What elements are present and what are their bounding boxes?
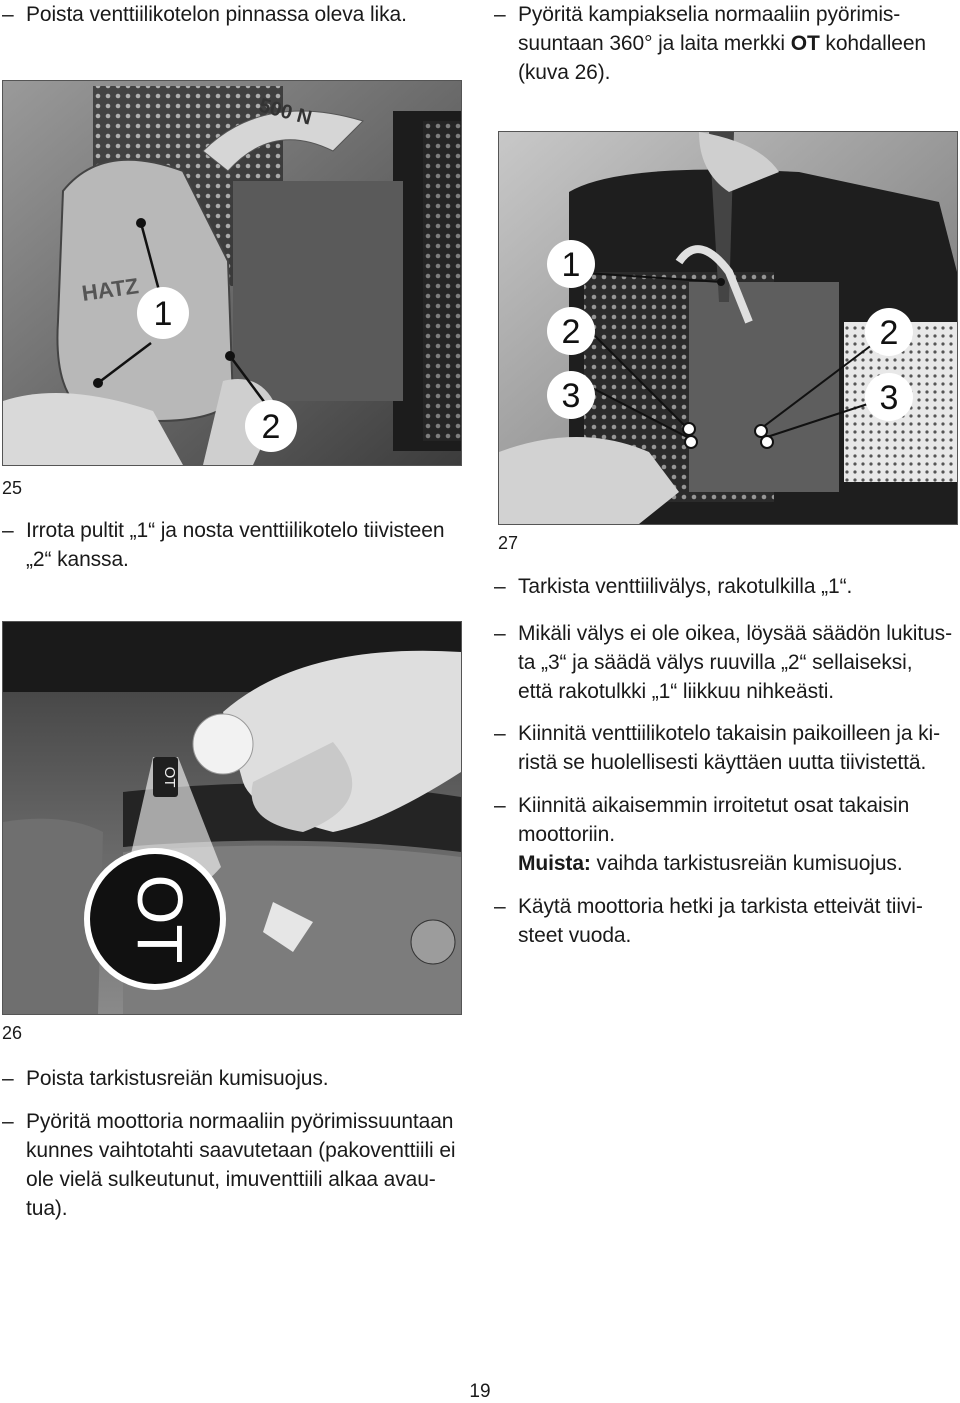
callout-2: 2: [261, 408, 281, 446]
ot-mark-illustration: [3, 622, 461, 1014]
remove-dirt-step: – Poista venttiilikotelon pinnassa oleva lika.: [2, 3, 407, 26]
caption-line: Irrota pultit „1“ ja nosta venttiilikotelo tiivisteen: [26, 519, 445, 542]
figure-25-photo: [2, 80, 462, 466]
callout-2-right: 2: [879, 314, 899, 352]
step-line: Tarkista venttiilivälys, rakotulkilla „1“.: [518, 575, 853, 598]
step-line: ole vielä sulkeutunut, imuventtiili alkaa avau-: [26, 1168, 436, 1191]
valve-clearance-illustration: [499, 132, 957, 524]
caption-line: „2“ kanssa.: [26, 548, 129, 571]
big-ot-mark: OT: [124, 874, 197, 964]
figure-27-photo: [498, 131, 958, 525]
step-line: steet vuoda.: [518, 924, 632, 947]
step-line: Kiinnitä venttiilikotelo takaisin paikoilleen ja ki-: [518, 722, 941, 745]
strap-label: 500 N: [256, 94, 314, 130]
step-line: ta „3“ ja säädä välys ruuvilla „2“ sellaiseksi,: [518, 651, 913, 674]
check-clearance-step: – Tarkista venttiilivälys, rakotulkilla „1“.: [494, 572, 954, 601]
figure-25-number: 25: [2, 478, 23, 498]
callout-1: 1: [561, 246, 581, 284]
refit-cover-step: – Kiinnitä venttiilikotelo takaisin paikoilleen ja ki- ristä se huolellisesti käyttäen uutta tiivistettä.: [494, 719, 954, 777]
step-line: Pyöritä moottoria normaaliin pyörimissuuntaan: [26, 1110, 454, 1133]
remove-rubber-cap-step: – Poista tarkistusreiän kumisuojus.: [2, 1064, 462, 1093]
step-line: Kiinnitä aikaisemmin irroitetut osat takaisin: [518, 794, 910, 817]
callout-3-right: 3: [879, 379, 899, 417]
callout-3-left: 3: [561, 377, 581, 415]
step-line: Poista tarkistusreiän kumisuojus.: [26, 1067, 329, 1090]
step-note: Muista: vaihda tarkistusreiän kumisuojus.: [518, 852, 903, 875]
run-engine-step: – Käytä moottoria hetki ja tarkista etteivät tiivi- steet vuoda.: [494, 892, 954, 950]
step-line: suuntaan 360° ja laita merkki OT kohdalleen: [518, 32, 927, 55]
step-line: Käytä moottoria hetki ja tarkista etteivät tiivi-: [518, 895, 923, 918]
figure-26-number: 26: [2, 1023, 23, 1043]
step-line: moottoriin.: [518, 823, 615, 846]
step-line: Mikäli välys ei ole oikea, löysää säädön lukitus-: [518, 622, 952, 645]
figure-25-caption: – Irrota pultit „1“ ja nosta venttiilikotelo tiivisteen „2“ kanssa.: [2, 516, 462, 574]
figure-27-number: 27: [498, 533, 519, 553]
small-ot-mark: OT: [161, 766, 178, 788]
brand-label: HATZ: [80, 273, 141, 306]
callout-2-left: 2: [561, 313, 581, 351]
step-line: (kuva 26).: [518, 61, 611, 84]
valve-cover-removal-illustration: [3, 81, 461, 465]
step-line: Pyöritä kampiakselia normaaliin pyörimis-: [518, 3, 901, 26]
rotate-crankshaft-step: – Pyöritä kampiakselia normaaliin pyörimis- suuntaan 360° ja laita merkki OT kohdalleen (kuva 26).: [494, 0, 954, 87]
adjust-clearance-step: – Mikäli välys ei ole oikea, löysää säädön lukitus- ta „3“ ja säädä välys ruuvilla „2“ sellaiseksi, että rakotulkki „1“ liikkuu nihkeästi.: [494, 619, 954, 706]
page-number: 19: [469, 1381, 491, 1402]
step-line: tua).: [26, 1197, 68, 1220]
callout-1: 1: [153, 295, 173, 333]
figure-26-photo: [2, 621, 462, 1015]
step-line: kunnes vaihtotahti saavutetaan (pakoventtiili ei: [26, 1139, 456, 1162]
refit-parts-step: – Kiinnitä aikaisemmin irroitetut osat takaisin moottoriin. Muista: vaihda tarkistusreiän kumisuojus.: [494, 791, 954, 878]
step-line: että rakotulkki „1“ liikkuu nihkeästi.: [518, 680, 834, 703]
step-line: ristä se huolellisesti käyttäen uutta tiivistettä.: [518, 751, 927, 774]
rotate-engine-step: – Pyöritä moottoria normaaliin pyörimissuuntaan kunnes vaihtotahti saavutetaan (pakoventtiili ei ole vielä sulkeutunut, imuventtiili alkaa avau- tua).: [2, 1107, 462, 1223]
